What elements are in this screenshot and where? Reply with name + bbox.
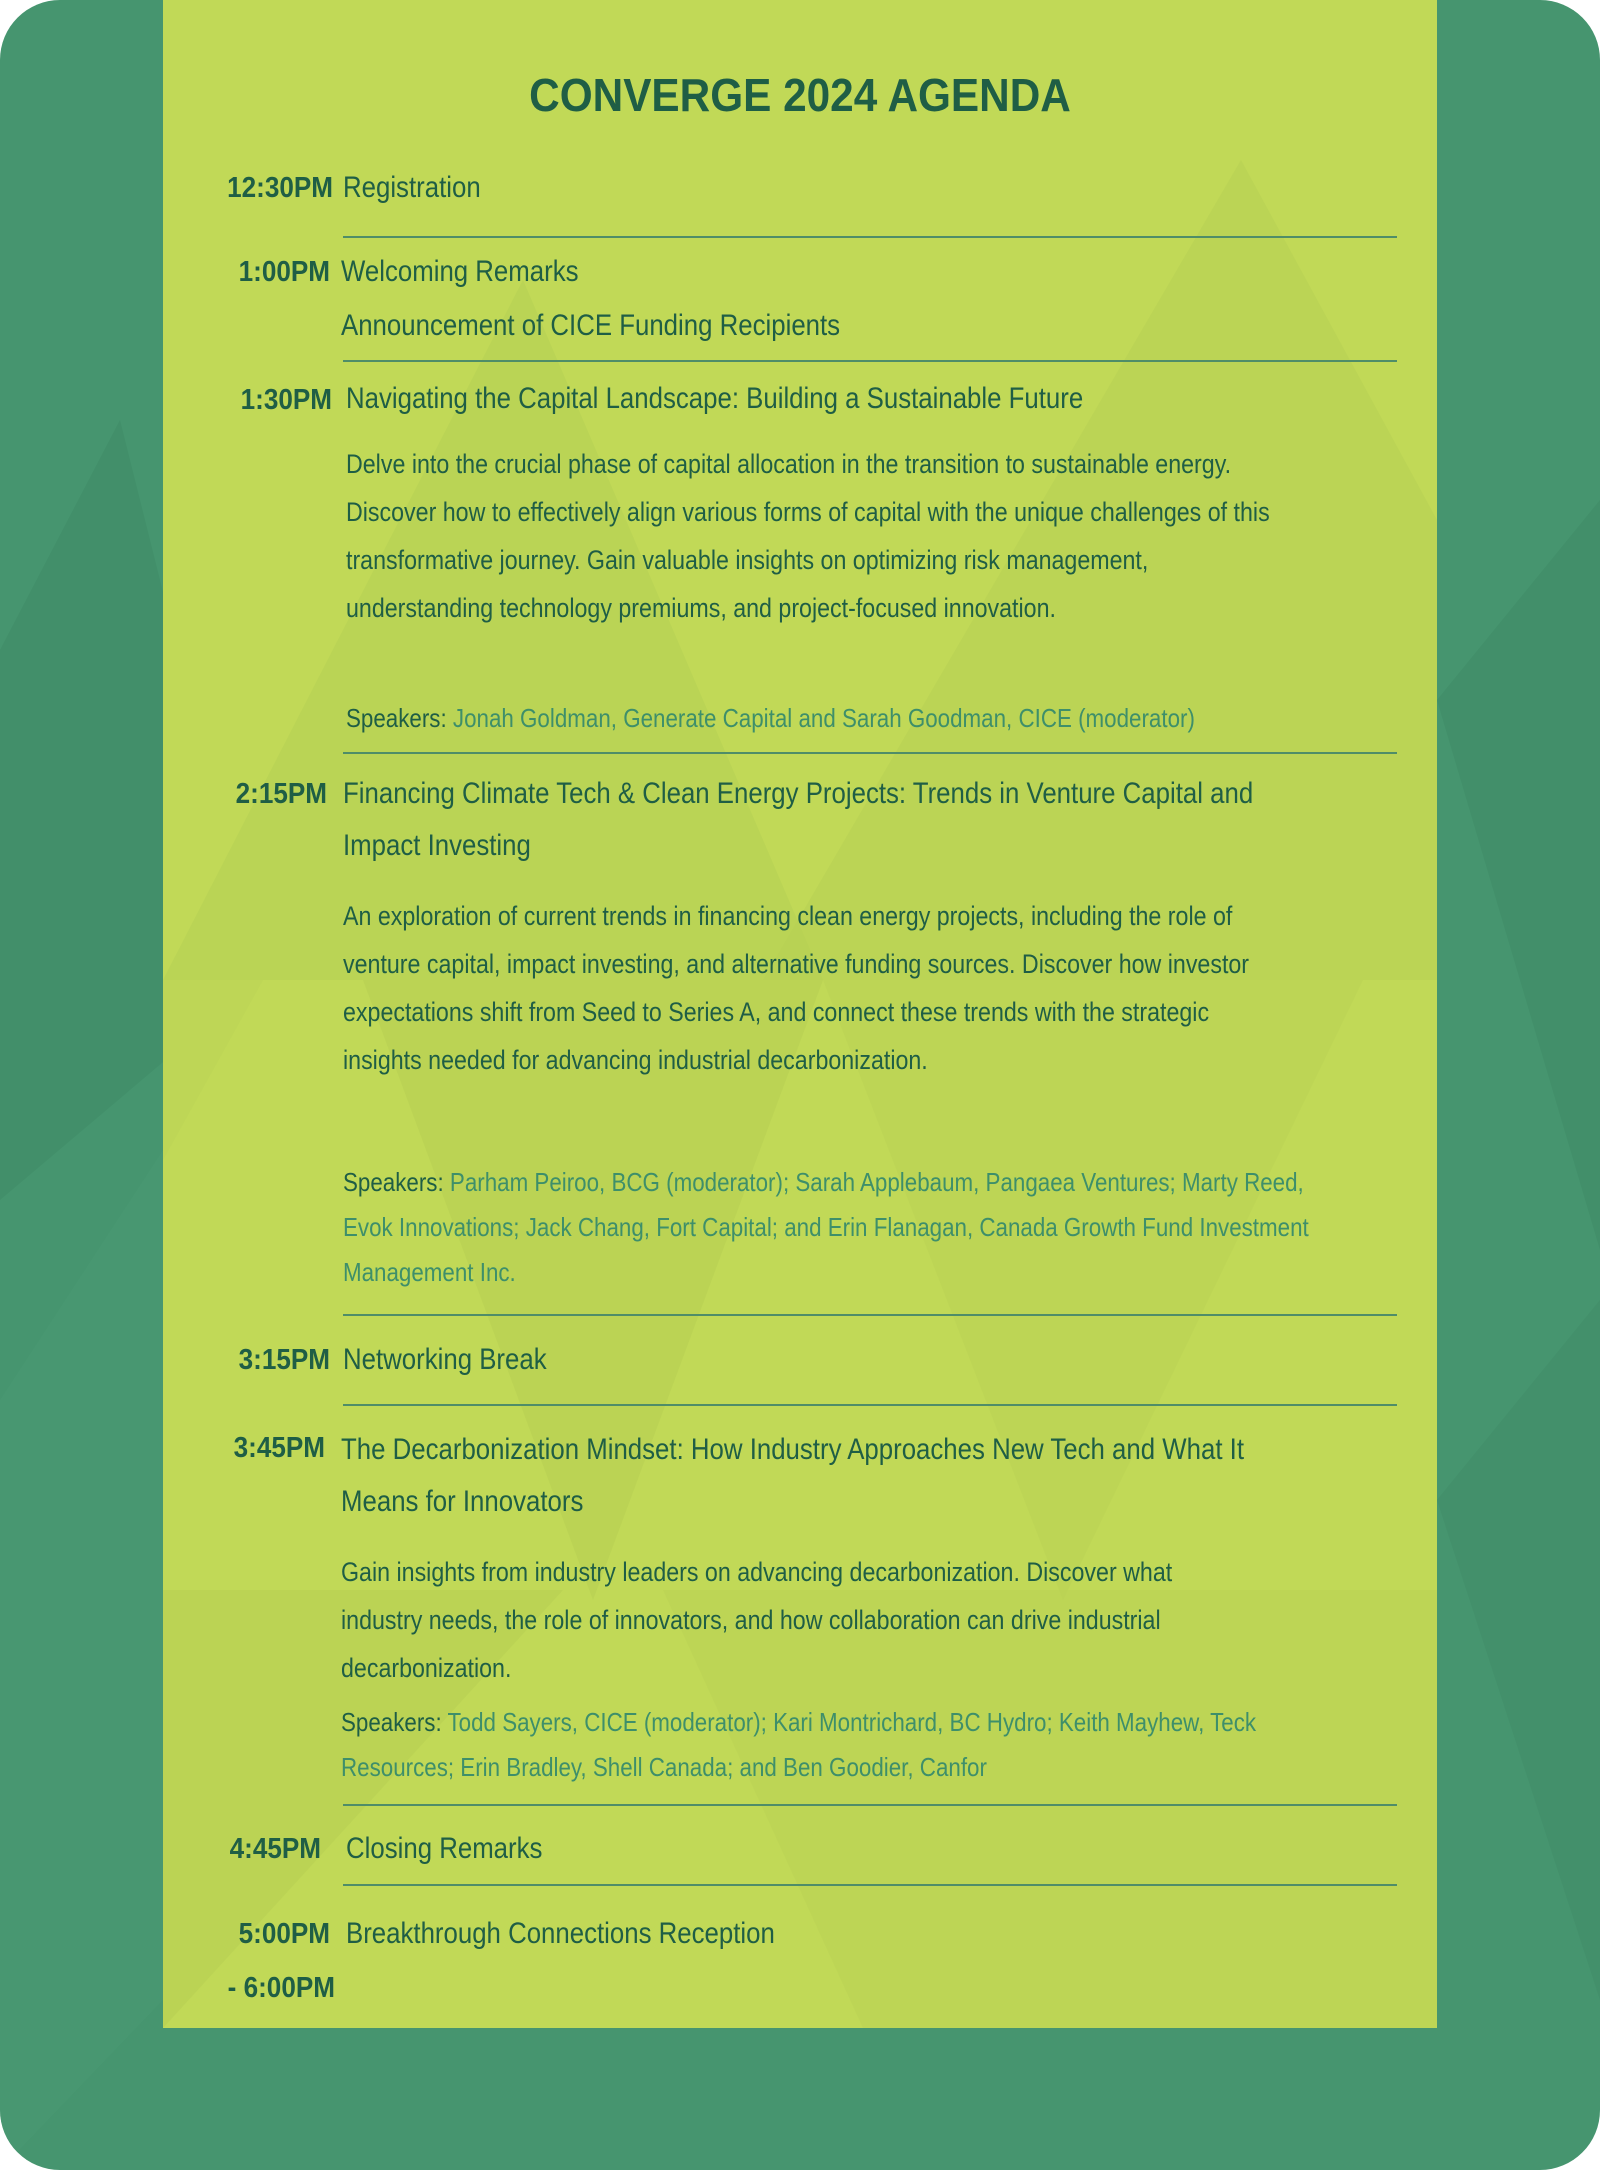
divider (343, 1404, 1397, 1406)
session-1-title: Navigating the Capital Landscape: Building a Sustainable Future (346, 382, 1084, 415)
divider (343, 1884, 1397, 1886)
session-2-speakers (343, 1160, 1332, 1295)
divider (343, 1314, 1397, 1316)
session-2-title: Financing Climate Tech & Clean Energy Projects: Trends in Venture Capital and Impact Investing (343, 777, 1254, 862)
speaker-names: Todd Sayers, CICE (moderator); Kari Montrichard, BC Hydro; Keith Mayhew, Teck Resources; Erin Bradley, Shell Canada; and Ben Goodier, Canfor (341, 1707, 1257, 1782)
session-3-speakers (341, 1700, 1313, 1790)
divider (343, 236, 1397, 238)
session-3-title: The Decarbonization Mindset: How Industry Approaches New Tech and What It Means for Innovators (341, 1433, 1244, 1518)
item-networking-break: Networking Break (343, 1343, 547, 1376)
item-closing-remarks: Closing Remarks (346, 1832, 543, 1865)
item-registration: Registration (343, 171, 481, 204)
time-session-1: 1:30PM (240, 384, 332, 416)
speakers-label: Speakers: (346, 703, 447, 733)
speakers-label: Speakers: (341, 1707, 442, 1737)
page-title: CONVERGE 2024 AGENDA (529, 69, 1071, 121)
divider (343, 752, 1397, 754)
speakers-label: Speakers: (343, 1167, 444, 1197)
speaker-names: Parham Peiroo, BCG (moderator); Sarah Applebaum, Pangaea Ventures; Marty Reed, Evok Innovations; Jack Chang, Fort Capital; and Erin Flanagan, Canada Growth Fund Investment Management Inc. (343, 1167, 1309, 1287)
divider (343, 1804, 1397, 1806)
time-session-2: 2:15PM (235, 778, 327, 810)
session-1-speakers (346, 696, 1361, 741)
session-1-description: Delve into the crucial phase of capital allocation in the transition to sustainable energy. Discover how to effectively align various forms of capital with the unique challenges of this transformative journey. Gain valuable insights on optimizing risk management, understanding technology premiums, and project-focused innovation. (346, 449, 1270, 623)
item-reception: Breakthrough Connections Reception (346, 1917, 775, 1950)
session-2-description: An exploration of current trends in financing clean energy projects, including the role of venture capital, impact investing, and alternative funding sources. Discover how investor expectations shift from Seed to Series A, and connect these trends with the strategic insights needed for advancing industrial decarbonization. (343, 901, 1250, 1075)
time-reception-end: - 6:00PM (227, 1972, 335, 2004)
divider (343, 360, 1397, 362)
time-closing: 4:45PM (229, 1833, 321, 1865)
speaker-names: Jonah Goldman, Generate Capital and Sarah Goodman, CICE (moderator) (452, 703, 1195, 733)
time-registration: 12:30PM (227, 172, 333, 204)
session-3-description: Gain insights from industry leaders on advancing decarbonization. Discover what industry needs, the role of innovators, and how collaboration can drive industrial decarbonization. (341, 1557, 1173, 1683)
item-funding-announcement: Announcement of CICE Funding Recipients (341, 309, 841, 342)
item-welcoming-remarks: Welcoming Remarks (341, 255, 579, 288)
time-networking: 3:15PM (238, 1344, 330, 1376)
time-session-3: 3:45PM (233, 1432, 325, 1464)
agenda-panel (163, 0, 1437, 2028)
time-welcome: 1:00PM (238, 256, 330, 288)
time-reception-start: 5:00PM (238, 1918, 330, 1950)
